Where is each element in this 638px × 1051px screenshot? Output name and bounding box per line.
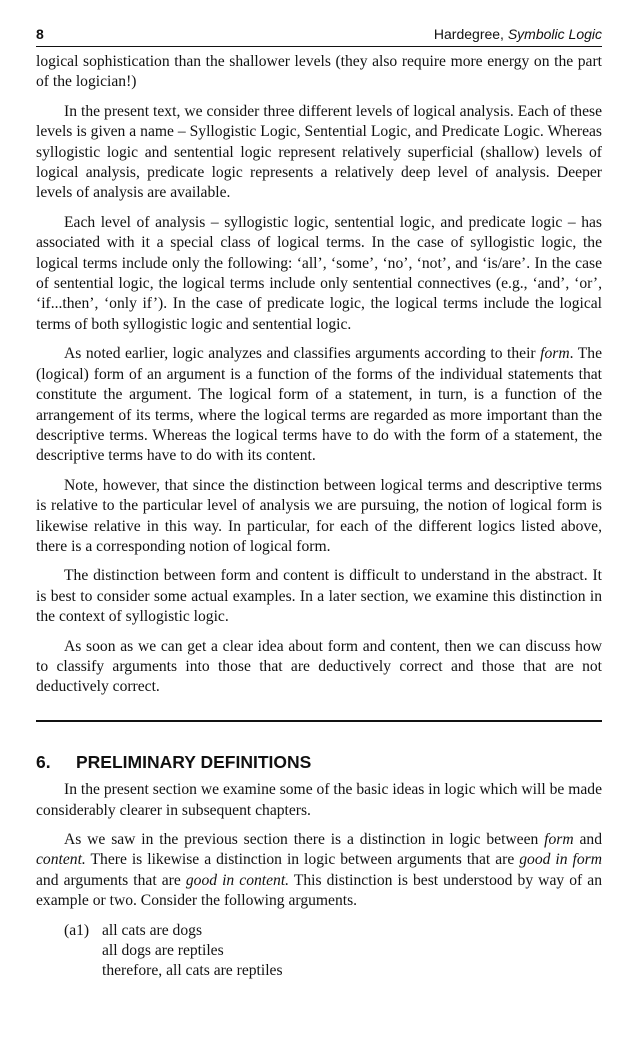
- section-heading: [36, 752, 602, 772]
- text-run: and arguments that are: [36, 871, 186, 889]
- paragraph: logical sophistication than the shallower levels (they also require more energy on the part of the logician!): [36, 53, 602, 91]
- argument-line: all cats are dogs: [102, 921, 203, 939]
- paragraph-rest: . The (logical) form of an argument is a function of the forms of the individual statements that constitute the argument. The logical form of a statement, in turn, is a function of the arrangement of its terms, where the logical terms are regarded as more important than the descriptive terms. Whereas the logical terms have to do with the form of a statement, the descriptive terms have to do with its content.: [36, 345, 602, 465]
- running-header: [36, 26, 602, 47]
- section-divider: [36, 720, 602, 722]
- emphasis: good in content.: [185, 871, 290, 889]
- running-title: [434, 26, 602, 42]
- emphasis: good in form: [519, 851, 602, 869]
- argument-example: [64, 921, 602, 981]
- text-run: This distinction is best understood by way of an example or two. Consider the following arguments.: [36, 871, 602, 910]
- author-name: Hardegree,: [433, 26, 504, 42]
- emphasis-form: form: [540, 345, 570, 363]
- paragraph: Each level of analysis – syllogistic logic, sentential logic, and predicate logic – has associated with it a special class of logical terms. In the case of syllogistic logic, the logical terms include only the following: ‘all’, ‘some’, ‘no’, ‘not’, and ‘is/are’. In the case of sentential logic, the logical terms include only sentential connectives (e.g., ‘and’, ‘or’, ‘if...then’, ‘only if’). In the case of predicate logic, the logical terms include the logical terms of both syllogistic logic and sentential logic.: [36, 213, 602, 333]
- paragraph: The distinction between form and content is difficult to understand in the abstract. It is best to consider some actual examples. In a later section, we examine this distinction in the context of syllogistic logic.: [36, 567, 602, 626]
- emphasis: content.: [36, 851, 86, 869]
- body-text: [36, 52, 602, 981]
- paragraph-lead: As noted earlier, logic analyzes and classifies arguments according to their: [64, 345, 541, 363]
- paragraph: In the present section we examine some of the basic ideas in logic which will be made considerably clearer in subsequent chapters.: [36, 781, 602, 819]
- page-number: 8: [36, 26, 44, 42]
- argument-label: (a1): [64, 921, 90, 939]
- text-run: There is likewise a distinction in logic between arguments that are: [85, 851, 520, 869]
- section-title: PRELIMINARY DEFINITIONS: [76, 751, 312, 772]
- argument-line: all dogs are reptiles: [102, 941, 224, 959]
- section-number: 6.: [36, 751, 51, 772]
- argument-lines: [102, 921, 283, 981]
- text-run: As we saw in the previous section there is a distinction in logic between: [64, 831, 545, 848]
- paragraph: [36, 344, 602, 466]
- paragraph: In the present text, we consider three different levels of logical analysis. Each of these levels is given a name – Syllogistic Logic, Sentential Logic, and Predicate Logic. Whereas syllogistic logic and sentential logic represent relatively superficial (shallow) levels of logical analysis, predicate logic represents a relatively deep level of analysis. Deeper levels of analysis are available.: [36, 102, 602, 202]
- argument-line: therefore, all cats are reptiles: [102, 961, 283, 979]
- paragraph: As soon as we can get a clear idea about form and content, then we can discuss how to classify arguments into those that are deductively correct and those that are not deductively correct.: [36, 637, 602, 696]
- emphasis: form: [544, 831, 574, 848]
- book-title: Symbolic Logic: [507, 26, 602, 42]
- paragraph: Note, however, that since the distinction between logical terms and descriptive terms is relative to the particular level of analysis we are pursuing, the notion of logical form is likewise relative in this way. In particular, for each of the different logics listed above, there is a corresponding notion of logical form.: [36, 476, 602, 555]
- paragraph: [36, 830, 602, 912]
- page: [36, 26, 602, 981]
- text-run: and: [573, 831, 602, 848]
